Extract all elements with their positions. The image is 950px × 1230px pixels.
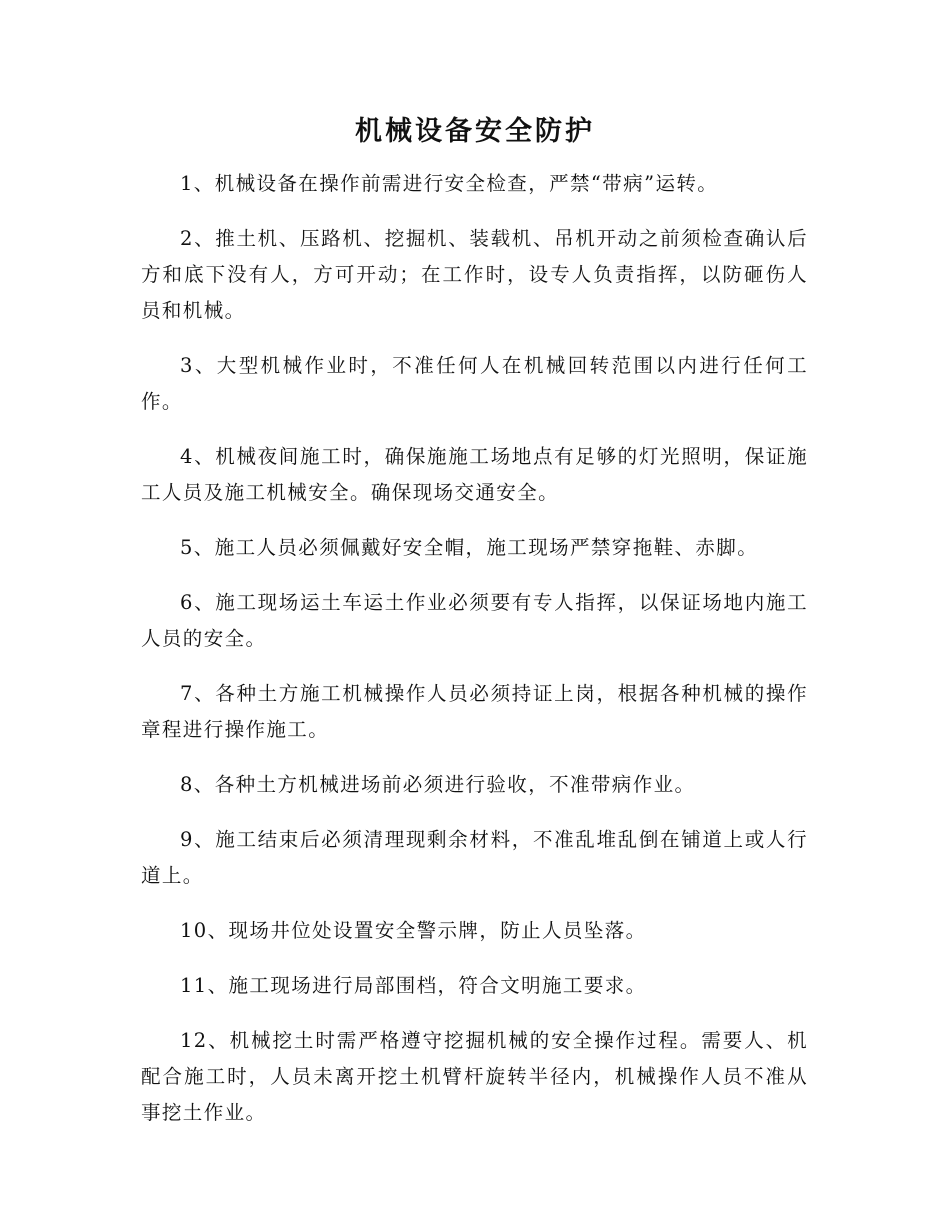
paragraph-item-2: 2、推土机、压路机、挖掘机、装载机、吊机开动之前须检查确认后方和底下没有人，方可开动；在工作时，设专人负责指挥，以防砸伤人员和机械。 (141, 227, 808, 322)
paragraph-item-4: 4、机械夜间施工时，确保施施工场地点有足够的灯光照明，保证施工人员及施工机械安全。确保现场交通安全。 (141, 445, 808, 504)
paragraph-item-12: 12、机械挖土时需严格遵守挖掘机械的安全操作过程。需要人、机配合施工时，人员未离开挖土机臂杆旋转半径内，机械操作人员不准从事挖土作业。 (141, 1029, 808, 1124)
paragraph-item-5: 5、施工人员必须佩戴好安全帽，施工现场严禁穿拖鞋、赤脚。 (180, 536, 759, 559)
paragraph-item-9: 9、施工结束后必须清理现剩余材料，不准乱堆乱倒在铺道上或人行道上。 (141, 828, 808, 887)
paragraph-item-7: 7、各种土方施工机械操作人员必须持证上岗，根据各种机械的操作章程进行操作施工。 (141, 682, 808, 741)
paragraph-item-11: 11、施工现场进行局部围档，符合文明施工要求。 (180, 974, 647, 997)
paragraph-item-10: 10、现场井位处设置安全警示牌，防止人员坠落。 (180, 919, 647, 942)
paragraph-item-3: 3、大型机械作业时，不准任何人在机械回转范围以内进行任何工作。 (141, 354, 808, 413)
paragraph-item-6: 6、施工现场运土车运土作业必须要有专人指挥，以保证场地内施工人员的安全。 (141, 591, 808, 650)
document-body (141, 166, 808, 1150)
paragraph-item-8: 8、各种土方机械进场前必须进行验收，不准带病作业。 (180, 773, 696, 796)
paragraph-item-1: 1、机械设备在操作前需进行安全检查，严禁“带病”运转。 (180, 172, 719, 195)
document-title: 机械设备安全防护 (355, 116, 595, 147)
